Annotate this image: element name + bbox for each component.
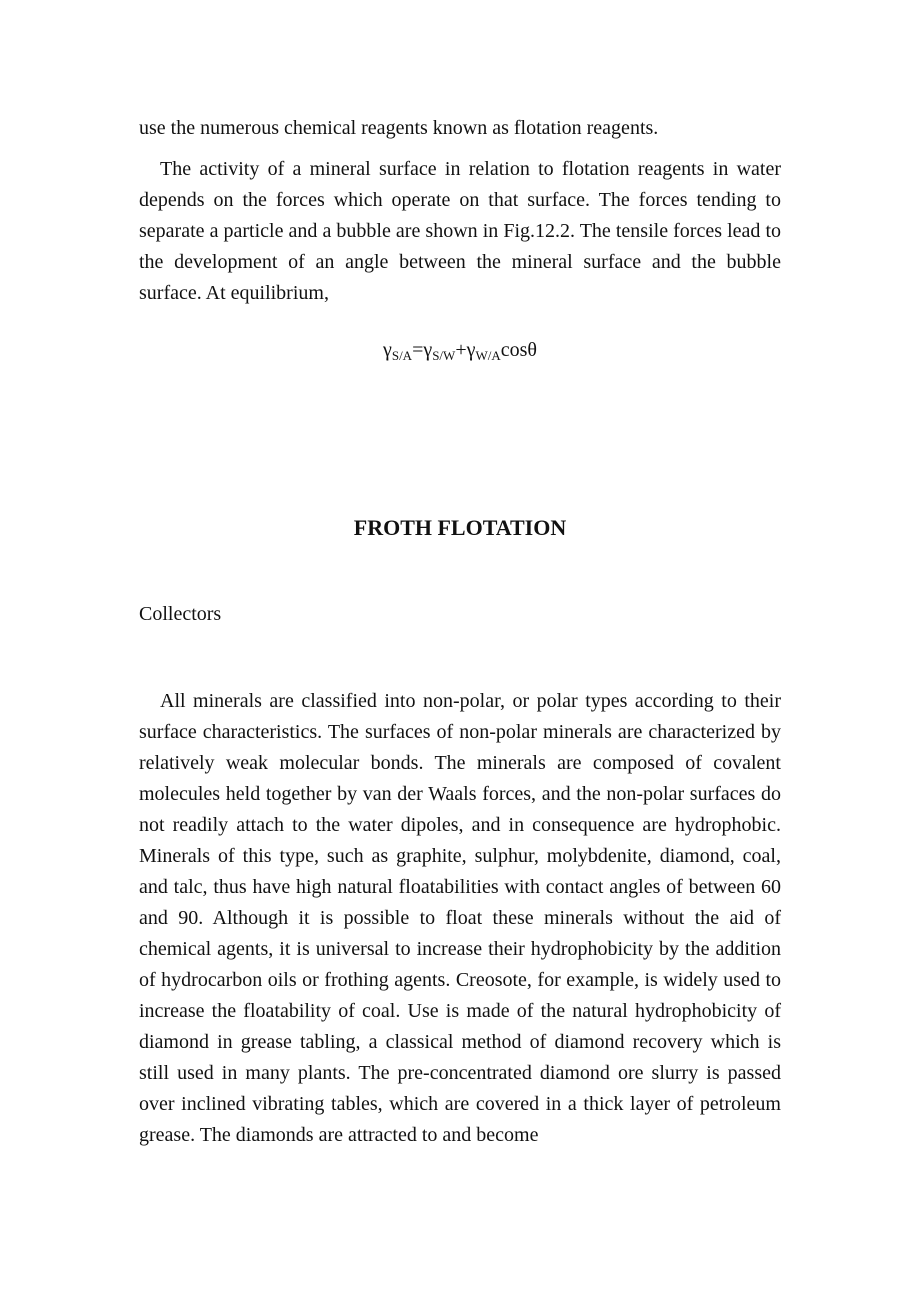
eq-gamma-sw: γ	[423, 339, 433, 361]
eq-gamma-sa: γ	[383, 339, 392, 361]
eq-plus: +	[455, 339, 467, 361]
eq-cos-theta: cosθ	[500, 339, 537, 361]
paragraph-intro: use the numerous chemical reagents known as flotation reagents.	[139, 117, 659, 139]
equilibrium-equation	[139, 335, 781, 366]
paragraph-surface-activity: The activity of a mineral surface in relation to flotation reagents in water depends on the forces which operate on that surface. The forces tending to separate a particle and a bubble are shown in Fig.12.2. The tensile forces lead to the development of an angle between the mineral surface and the bubble surface. At equilibrium,	[139, 158, 781, 304]
eq-sub-wa: W/A	[475, 348, 501, 363]
document-page	[139, 113, 781, 1151]
section-heading: FROTH FLOTATION	[353, 515, 567, 540]
eq-sub-sw: S/W	[432, 348, 456, 363]
eq-equals: =	[412, 339, 424, 361]
subsection-heading: Collectors	[139, 603, 222, 625]
eq-gamma-wa: γ	[466, 339, 476, 361]
paragraph-collectors: All minerals are classified into non-polar, or polar types according to their surface characteristics. The surfaces of non-polar minerals are characterized by relatively weak molecular bonds. The minerals are composed of covalent molecules held together by van der Waals forces, and the non-polar surfaces do not readily attach to the water dipoles, and in consequence are hydrophobic. Minerals of this type, such as graphite, sulphur, molybdenite, diamond, coal, and talc, thus have high natural floatabilities with contact angles of between 60 and 90. Although it is possible to float these minerals without the aid of chemical agents, it is universal to increase their hydrophobicity by the addition of hydrocarbon oils or frothing agents. Creosote, for example, is widely used to increase the floatability of coal. Use is made of the natural hydrophobicity of diamond in grease tabling, a classical method of diamond recovery which is still used in many plants. The pre-concentrated diamond ore slurry is passed over inclined vibrating tables, which are covered in a thick layer of petroleum grease. The diamonds are attracted to and become	[139, 690, 781, 1146]
eq-sub-sa: S/A	[391, 348, 413, 363]
